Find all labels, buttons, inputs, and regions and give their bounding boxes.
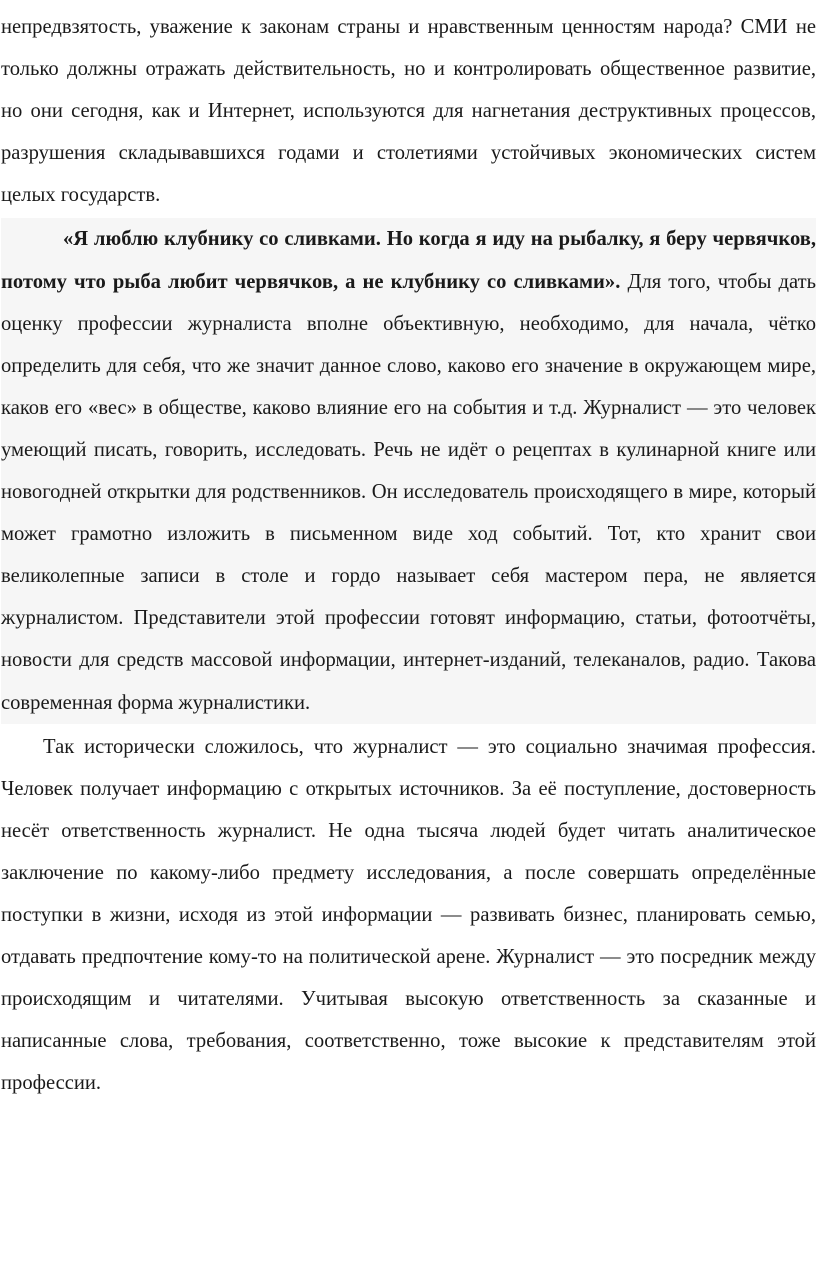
paragraph-text: Для того, чтобы дать оценку профессии журналиста вполне объективную, необходимо, для начала, чётко определить для себя, что же значит данное слово, каково его значение в окружающем мире, каков его «вес» в обществе, каково влияние его на события и т.д. Журналист — это человек умеющий писать, говорить, исследовать. Речь не идёт о рецептах в кулинарной книге или новогодней открытки для родственников. Он исследователь происходящего в мире, который может грамотно изложить в письменном виде ход событий. Тот, кто хранит свои великолепные записи в столе и гордо называет себя мастером пера, не является журналистом. Представители этой профессии готовят информацию, статьи, фотоотчёты, новости для средств массовой информации, интернет-изданий, телеканалов, радио. Такова современная форма журналистики. — [1, 270, 816, 714]
paragraph-text: непредвзятость, уважение к законам страны и нравственным ценностям народа? СМИ не только должны отражать действительность, но и контролировать общественное развитие, но они сегодня, как и Интернет, используются для нагнетания деструктивных процессов, разрушения складывавшихся годами и столетиями устойчивых экономических систем целых государств. — [1, 16, 816, 207]
paragraph-media-role — [1, 6, 816, 216]
epigraph-quote: «Я люблю клубнику со сливками. Но когда я иду на рыбалку, я беру червячков, потому что рыба любит червячков, а не клубнику со сливками». — [1, 228, 816, 293]
paragraph-text: Так исторически сложилось, что журналист — это социально значимая профессия. Человек получает информацию с открытых источников. За её поступление, достоверность несёт ответственность журналист. Не одна тысяча людей будет читать аналитическое заключение по какому-либо предмету исследования, а после совершать определённые поступки в жизни, исходя из этой информации — развивать бизнес, планировать семью, отдавать предпочтение кому-то на политической арене. Журналист — это посредник между происходящим и читателями. Учитывая высокую ответственность за сказанные и написанные слова, требования, соответственно, тоже высокие к представителям этой профессии. — [1, 735, 816, 1095]
paragraph-social-significance — [1, 726, 816, 1105]
paragraph-journalist-definition — [1, 218, 816, 723]
